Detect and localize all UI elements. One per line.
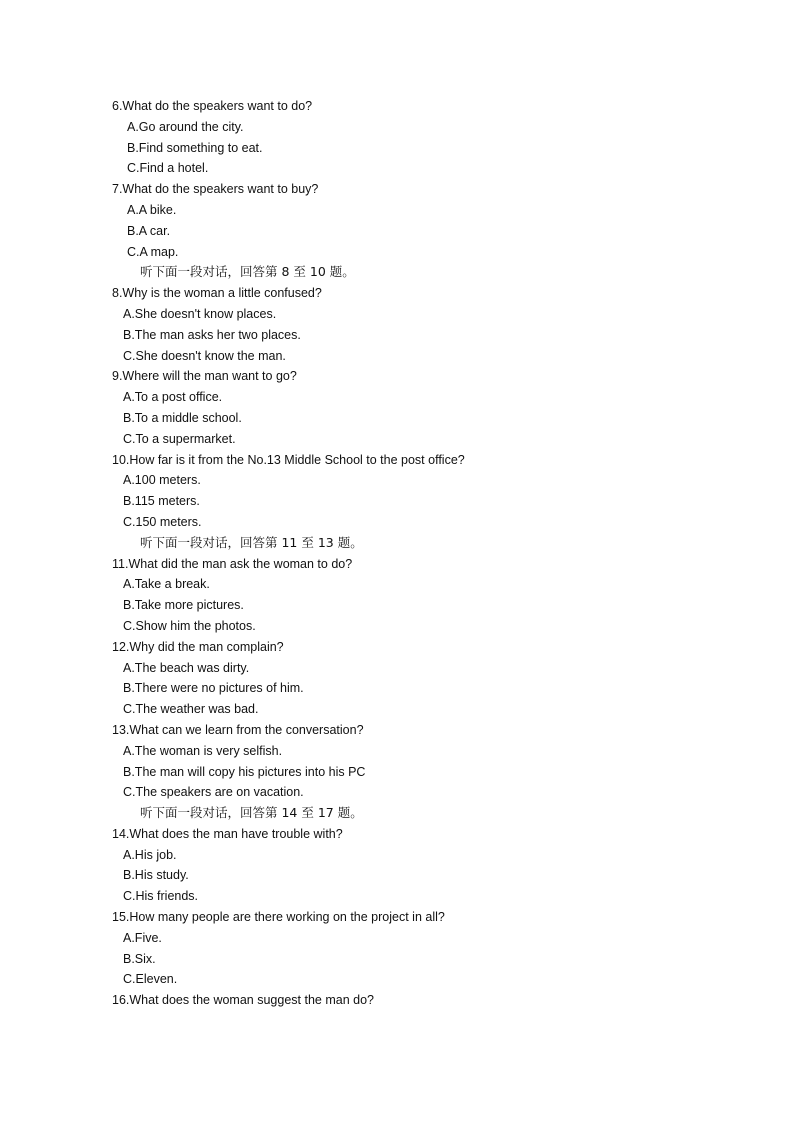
q7-option-c: C.A map. [127, 244, 179, 259]
q14-option-a: A.His job. [123, 847, 177, 862]
q8-option-b: B.The man asks her two places. [123, 327, 301, 342]
q6-option-b: B.Find something to eat. [127, 140, 263, 155]
q15-option-c: C.Eleven. [123, 972, 178, 987]
question-11: 11.What did the man ask the woman to do? [112, 556, 353, 571]
question-16: 16.What does the woman suggest the man do? [112, 993, 374, 1008]
question-list [112, 96, 712, 1011]
question-15: 15.How many people are there working on the project in all? [112, 910, 445, 925]
question-6: 6.What do the speakers want to do? [112, 99, 313, 113]
section-heading-11-13: 听下面一段对话，回答第 11 至 13 题。 [140, 534, 363, 550]
q9-option-b: B.To a middle school. [123, 410, 242, 425]
q8-option-a: A.She doesn't know places. [123, 306, 277, 321]
q8-option-c: C.She doesn't know the man. [123, 348, 286, 363]
question-13: 13.What can we learn from the conversation? [112, 722, 364, 737]
q15-option-a: A.Five. [123, 930, 162, 945]
q9-option-c: C.To a supermarket. [123, 431, 236, 446]
q12-option-c: C.The weather was bad. [123, 702, 259, 717]
section-heading-8-10: 听下面一段对话，回答第 8 至 10 题。 [140, 264, 355, 280]
q7-option-a: A.A bike. [127, 202, 177, 217]
q9-option-a: A.To a post office. [123, 390, 223, 405]
q11-option-a: A.Take a break. [123, 577, 210, 592]
q15-option-b: B.Six. [123, 951, 156, 966]
section-heading-14-17: 听下面一段对话，回答第 14 至 17 题。 [140, 805, 363, 821]
q6-option-c: C.Find a hotel. [127, 161, 209, 176]
question-9: 9.Where will the man want to go? [112, 369, 297, 384]
q13-option-a: A.The woman is very selfish. [123, 743, 283, 758]
q11-option-b: B.Take more pictures. [123, 598, 244, 613]
question-8: 8.Why is the woman a little confused? [112, 286, 322, 301]
q13-option-b: B.The man will copy his pictures into his PC [123, 764, 366, 779]
question-7: 7.What do the speakers want to buy? [112, 182, 319, 197]
q10-option-a: A.100 meters. [123, 473, 201, 488]
q13-option-c: C.The speakers are on vacation. [123, 785, 304, 800]
question-14: 14.What does the man have trouble with? [112, 826, 343, 841]
q10-option-b: B.115 meters. [123, 494, 200, 509]
q6-option-a: A.Go around the city. [127, 119, 244, 134]
q14-option-b: B.His study. [123, 868, 189, 883]
question-12: 12.Why did the man complain? [112, 639, 284, 654]
q12-option-b: B.There were no pictures of him. [123, 681, 304, 696]
q11-option-c: C.Show him the photos. [123, 618, 256, 633]
q7-option-b: B.A car. [127, 223, 171, 238]
q14-option-c: C.His friends. [123, 889, 199, 904]
q10-option-c: C.150 meters. [123, 514, 202, 529]
question-10: 10.How far is it from the No.13 Middle School to the post office? [112, 452, 465, 467]
q12-option-a: A.The beach was dirty. [123, 660, 250, 675]
